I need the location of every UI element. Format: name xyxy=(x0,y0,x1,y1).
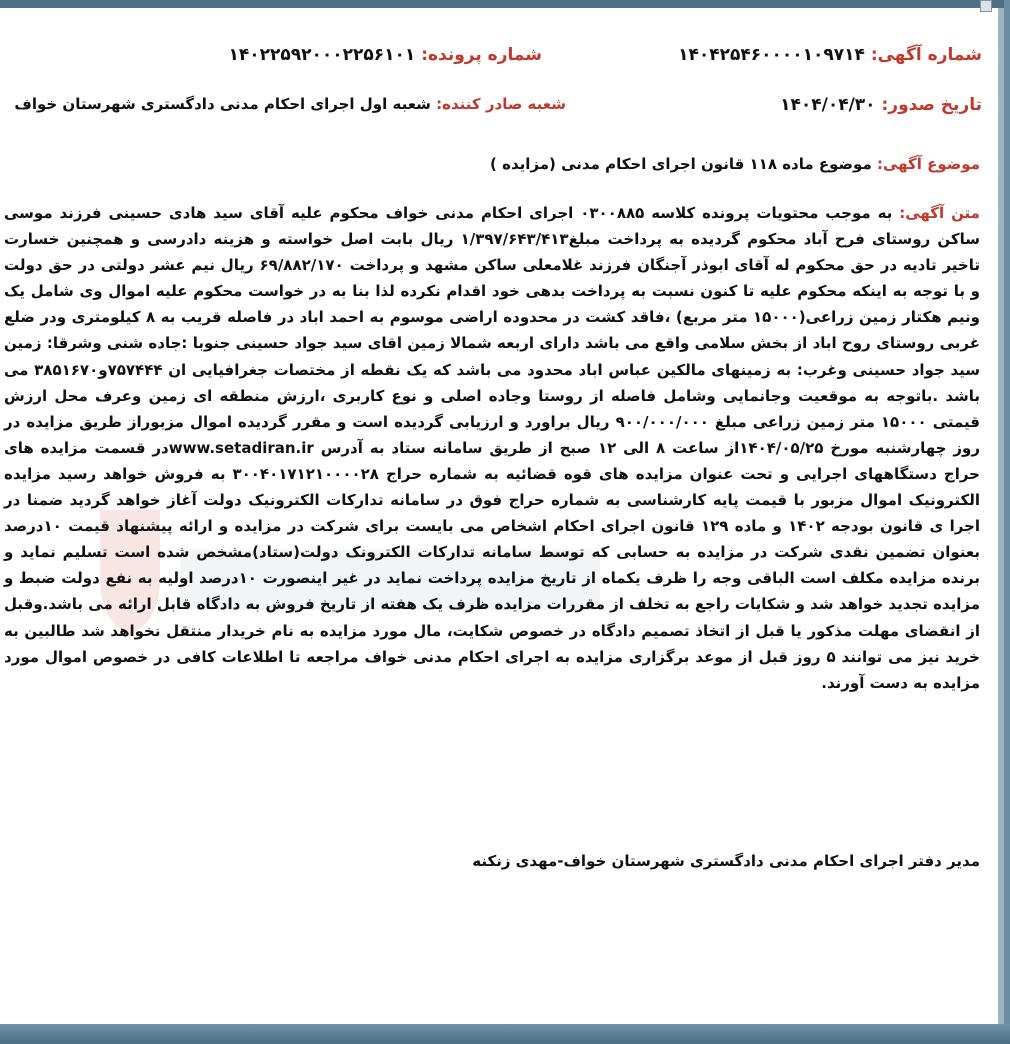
issuer: شعبه صادر کننده: شعبه اول اجرای احکام مدنی دادگستری شهرستان خواف xyxy=(14,95,566,113)
signature-line: مدیر دفتر اجرای احکام مدنی دادگستری شهرستان خواف-مهدی زنکنه xyxy=(472,852,980,870)
issue-date: تاریخ صدور: ۱۴۰۴/۰۴/۳۰ xyxy=(780,95,982,115)
window-top-bar xyxy=(0,0,1004,8)
setadiran-link[interactable]: www.setadiran.ir xyxy=(168,438,314,457)
notice-number: شماره آگهی: ۱۴۰۴۲۵۴۶۰۰۰۰۱۰۹۷۱۴ xyxy=(678,45,982,65)
case-number: شماره پرونده: ۱۴۰۲۲۵۹۲۰۰۰۲۲۵۶۱۰۱ xyxy=(228,45,542,65)
notice-body: متن آگهی: به موجب محتویات پرونده کلاسه ۰۳۰۰۸۸۵ اجرای احکام مدنی خواف محکوم علیه آقای سید هادی حسینی فرزند موسی ساکن روستای فرح آباد محکوم گردیده به پرداخت مبلغ۱/۳۹۷/۶۴۳/۴۱۳ ریال بابت اصل خواسته و هزینه دادرسی و همچنین خسارت تاخیر تادیه در حق محکوم له آقای ابوذر آجنگان فرزند غلامعلی ساکن مشهد و پرداخت ۶۹/۸۸۲/۱۷۰ ریال نیم عشر دولتی در حق دولت و با توجه به اینکه محکوم علیه تا کنون نسبت به پرداخت بدهی خود اقدام نکرده لذا بنا به در خواست محکوم علیه اموال وی شامل یک ونیم هکتار زمین زراعی(۱۵۰۰۰ متر مربع) ،فاقد کشت در محدوده اراضی موسوم به احمد اباد در فاصله قریب به ۸ کیلومتری ودر ضلع غربی روستای روح اباد از بخش سلامی واقع می باشد دارای اربعه شمالا زمین اقای سید جواد حسینی جنوبا :جاده شنی وشرقا: زمین سید جواد حسینی وغرب: به زمینهای مالکین عباس اباد محدود می باشد که یک نقطه از مختصات جغرافیایی ان ۷۵۷۴۴۴و۳۸۵۱۶۷۰ می باشد .باتوجه به موقعیت وجانمایی وشامل فاصله از روستا وجاده اصلی و نوع کاربری ،ارزش منطقه ای زمین وعرف محل ارزش قیمتی ۱۵۰۰۰ متر زمین زراعی مبلغ ۹۰۰/۰۰۰/۰۰۰ ریال براورد و ارزیابی گردیده است و مقرر گردیده اموال مزبوراز طریق مزایده در روز چهارشنبه مورخ ۱۴۰۴/۰۵/۲۵از ساعت ۸ الی ۱۲ صبح از طریق سامانه ستاد به آدرس www.setadiran.irدر قسمت مزایده های حراج دستگاههای اجرایی و تحت عنوان مزایده های قوه قضائیه به شماره حراج ۳۰۰۴۰۱۷۱۲۱۰۰۰۰۲۸ به فروش خواهد رسید مزایده الکترونیک اموال مزبور با قیمت پایه کارشناسی به شماره حراج فوق در سامانه تدارکات الکترونیک دولت آغاز خواهد گردید ضمنا در اجرا ی قانون بودجه ۱۴۰۲ و ماده ۱۲۹ قانون اجرای احکام اشخاص می بایست برای شرکت در مزایده و ارائه پیشنهاد قیمت ۱۰درصد بعنوان تضمین نقدی شرکت در مزایده به حسابی که توسط سامانه تدارکات الکترونک دولت(ستاد)مشخص شده است تسلیم نماید و برنده مزایده مکلف است الباقی وجه را ظرف یکماه از تاریخ مزایده پرداخت نماید در غیر اینصورت ۱۰درصد اولیه به نفع دولت ضبط و مزایده تجدید خواهد شد و شکایات راجع به تخلف از مقررات مزایده ظرف یک هفته از تاریخ فروش به دادگاه قابل ارائه می باشد.وقبل از انقضای مهلت مذکور یا قبل از اتخاذ تصمیم دادگاه در خصوص شکایت، مال مورد مزایده به نام خریدار منتقل نخواهد شد طالبین به خرید نیز می توانند ۵ روز قبل از موعد برگزاری مزایده به اجرای احکام مدنی خواف مراجعه تا اطلاعات کافی در خصوص اموال مورد مزایده به دست آورند. xyxy=(4,204,981,692)
notice-subject: موضوع آگهی: موضوع ماده ۱۱۸ قانون اجرای احکام مدنی (مزایده ) xyxy=(490,155,980,173)
scroll-corner[interactable] xyxy=(980,0,992,12)
window-bottom-bar xyxy=(0,1024,1010,1044)
